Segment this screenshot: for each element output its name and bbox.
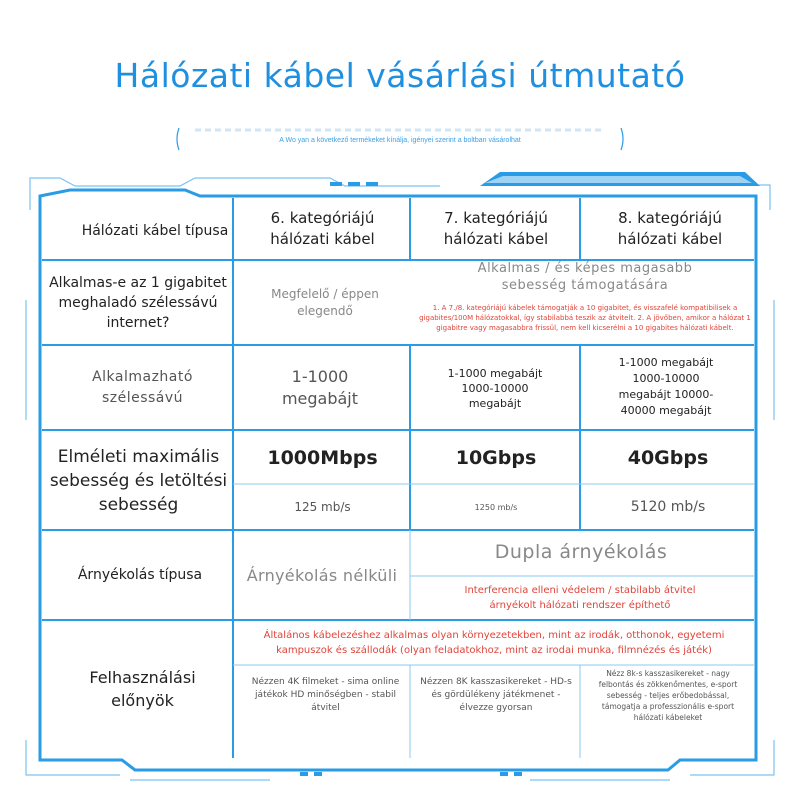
subtitle: A Wo yan a következő termékeket kínálja, igényei szerint a boltban vásárolhat xyxy=(279,137,521,144)
speed-cat8: 40Gbps xyxy=(627,447,709,469)
header-cat8: 8. kategóriájú hálózati kábel xyxy=(617,209,723,248)
download-cat6: 125 mb/s xyxy=(294,500,351,514)
row-label-usage: Felhasználási előnyök xyxy=(89,668,196,710)
header-cat7: 7. kategóriájú hálózati kábel xyxy=(443,209,549,248)
row-label-speed: Elméleti maximális sebesség és letöltési sebesség xyxy=(49,447,228,515)
bandwidth-cat8: 1-1000 megabájt 1000-10000 megabájt 10000-40000 megabájt xyxy=(618,356,714,417)
bandwidth-cat6: 1-1000 megabájt xyxy=(281,367,359,408)
download-cat8: 5120 mb/s xyxy=(630,499,706,515)
speed-cat6: 1000Mbps xyxy=(267,447,378,469)
usage-cat6: Nézzen 4K filmeket - sima online játékok HD minőségben - stabil átvitel xyxy=(251,676,400,713)
shield-cat78: Dupla árnyékolás xyxy=(494,541,668,563)
shield-cat78-note: Interferencia elleni védelem / stabilabb átvitel árnyékolt hálózati rendszer építhető xyxy=(464,585,696,611)
bandwidth-cat7: 1-1000 megabájt 1000-10000 megabájt xyxy=(447,366,543,410)
usage-general: Általános kábelezéshez alkalmas olyan környezetekben, mint az irodák, otthonok, egyetemi kampuszok és szállodák (olyan feladatokhoz, mint az irodai munka, filmnézés és játék) xyxy=(263,630,725,656)
header-cat6: 6. kategóriájú hálózati kábel xyxy=(270,209,375,248)
gigabit-cat78: Alkalmas / és képes magasabb sebesség támogatására xyxy=(477,261,693,293)
row-label-shielding: Árnyékolás típusa xyxy=(77,567,203,583)
download-cat7: 1250 mb/s xyxy=(474,502,518,512)
row-label-gigabit: Alkalmas-e az 1 gigabitet meghaladó szélessávú internet? xyxy=(49,275,227,331)
gigabit-cat6: Megfelelő / éppen elegendő xyxy=(271,287,379,318)
page-title: Hálózati kábel vásárlási útmutató xyxy=(114,56,686,95)
usage-cat7: Nézzen 8K kasszasikereket - HD-s és gördülékeny játékmenet - élvezze gyorsan xyxy=(420,676,572,713)
speed-cat7: 10Gbps xyxy=(455,447,537,469)
shield-cat6: Árnyékolás nélküli xyxy=(246,565,398,585)
row-label-bandwidth: Alkalmazható szélessávú xyxy=(92,369,193,406)
row-label-cable-type: Hálózati kábel típusa xyxy=(81,222,229,239)
gigabit-cat78-note: 1. A 7./8. kategóriájú kábelek támogatják a 10 gigabitet, és visszafelé kompatibilisek a gigabites/100M hálózatokkal, így stabilabbá teszik az átvitelt. 2. A jövőben, amikor a hálózat 1 gigabitre vagy magasabbra frissül, nem kell kicserélni a 10 gigabites hálózati kábelt. xyxy=(419,304,751,332)
usage-cat8: Nézz 8k-s kasszasikereket - nagy felbontás és zökkenőmentes, e-sport sebesség - teljes erőbedobással, támogatja a professzionális e-sport hálózati kábeleket xyxy=(598,668,738,722)
